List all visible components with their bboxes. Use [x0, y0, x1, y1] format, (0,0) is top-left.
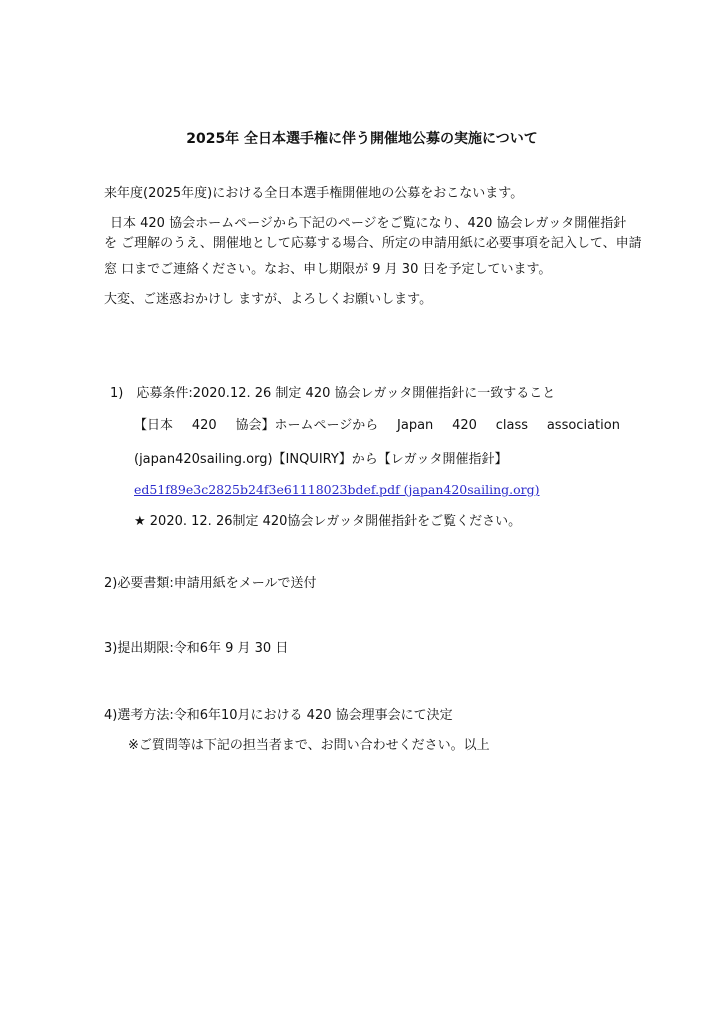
- item1-conditions: 1) 応募条件:2020.12. 26 制定 420 協会レガッタ開催指針に一致すること: [110, 386, 556, 401]
- intro-line-3: を ご理解のうえ、開催地として応募する場合、所定の申請用紙に必要事項を記入して、申請: [104, 236, 642, 251]
- item2-documents: 2)必要書類:申請用紙をメールで送付: [104, 576, 317, 591]
- intro-line-4: 窓 口までご連絡ください。なお、申し期限が 9 月 30 日を予定しています。: [104, 262, 552, 277]
- item1-homepage-part: association: [546, 418, 620, 433]
- item3-deadline: 3)提出期限:令和6年 9 月 30 日: [104, 641, 289, 656]
- item1-homepage-part: 協会】ホームページから: [235, 418, 379, 433]
- item1-homepage-part: 420: [452, 418, 477, 433]
- item4-selection: 4)選考方法:令和6年10月における 420 協会理事会にて決定: [104, 708, 453, 723]
- document-title: 2025年 全日本選手権に伴う開催地公募の実施について: [186, 131, 538, 147]
- regatta-guideline-pdf-link[interactable]: ed51f89e3c2825b24f3e61118023bdef.pdf (japan420sailing.org): [134, 482, 540, 497]
- closing-note: ※ご質問等は下記の担当者まで、お問い合わせください。以上: [128, 738, 490, 753]
- item1-homepage-part: Japan: [397, 418, 434, 433]
- intro-line-2: 日本 420 協会ホームページから下記のページをご覧になり、420 協会レガッタ開催指針: [110, 216, 627, 231]
- item1-note: ★ 2020. 12. 26制定 420協会レガッタ開催指針をご覧ください。: [134, 514, 522, 529]
- intro-line-5: 大変、ご迷惑おかけし ますが、よろしくお願いします。: [104, 292, 433, 307]
- intro-line-1: 来年度(2025年度)における全日本選手権開催地の公募をおこないます。: [104, 186, 524, 201]
- item1-homepage-part: 420: [191, 418, 217, 433]
- item1-homepage-part: class: [495, 418, 529, 433]
- item1-homepage-line: [134, 418, 620, 434]
- item1-inquiry-line: (japan420sailing.org)【INQUIRY】から【レガッタ開催指針】: [134, 452, 508, 467]
- item1-homepage-part: 【日本: [134, 418, 174, 433]
